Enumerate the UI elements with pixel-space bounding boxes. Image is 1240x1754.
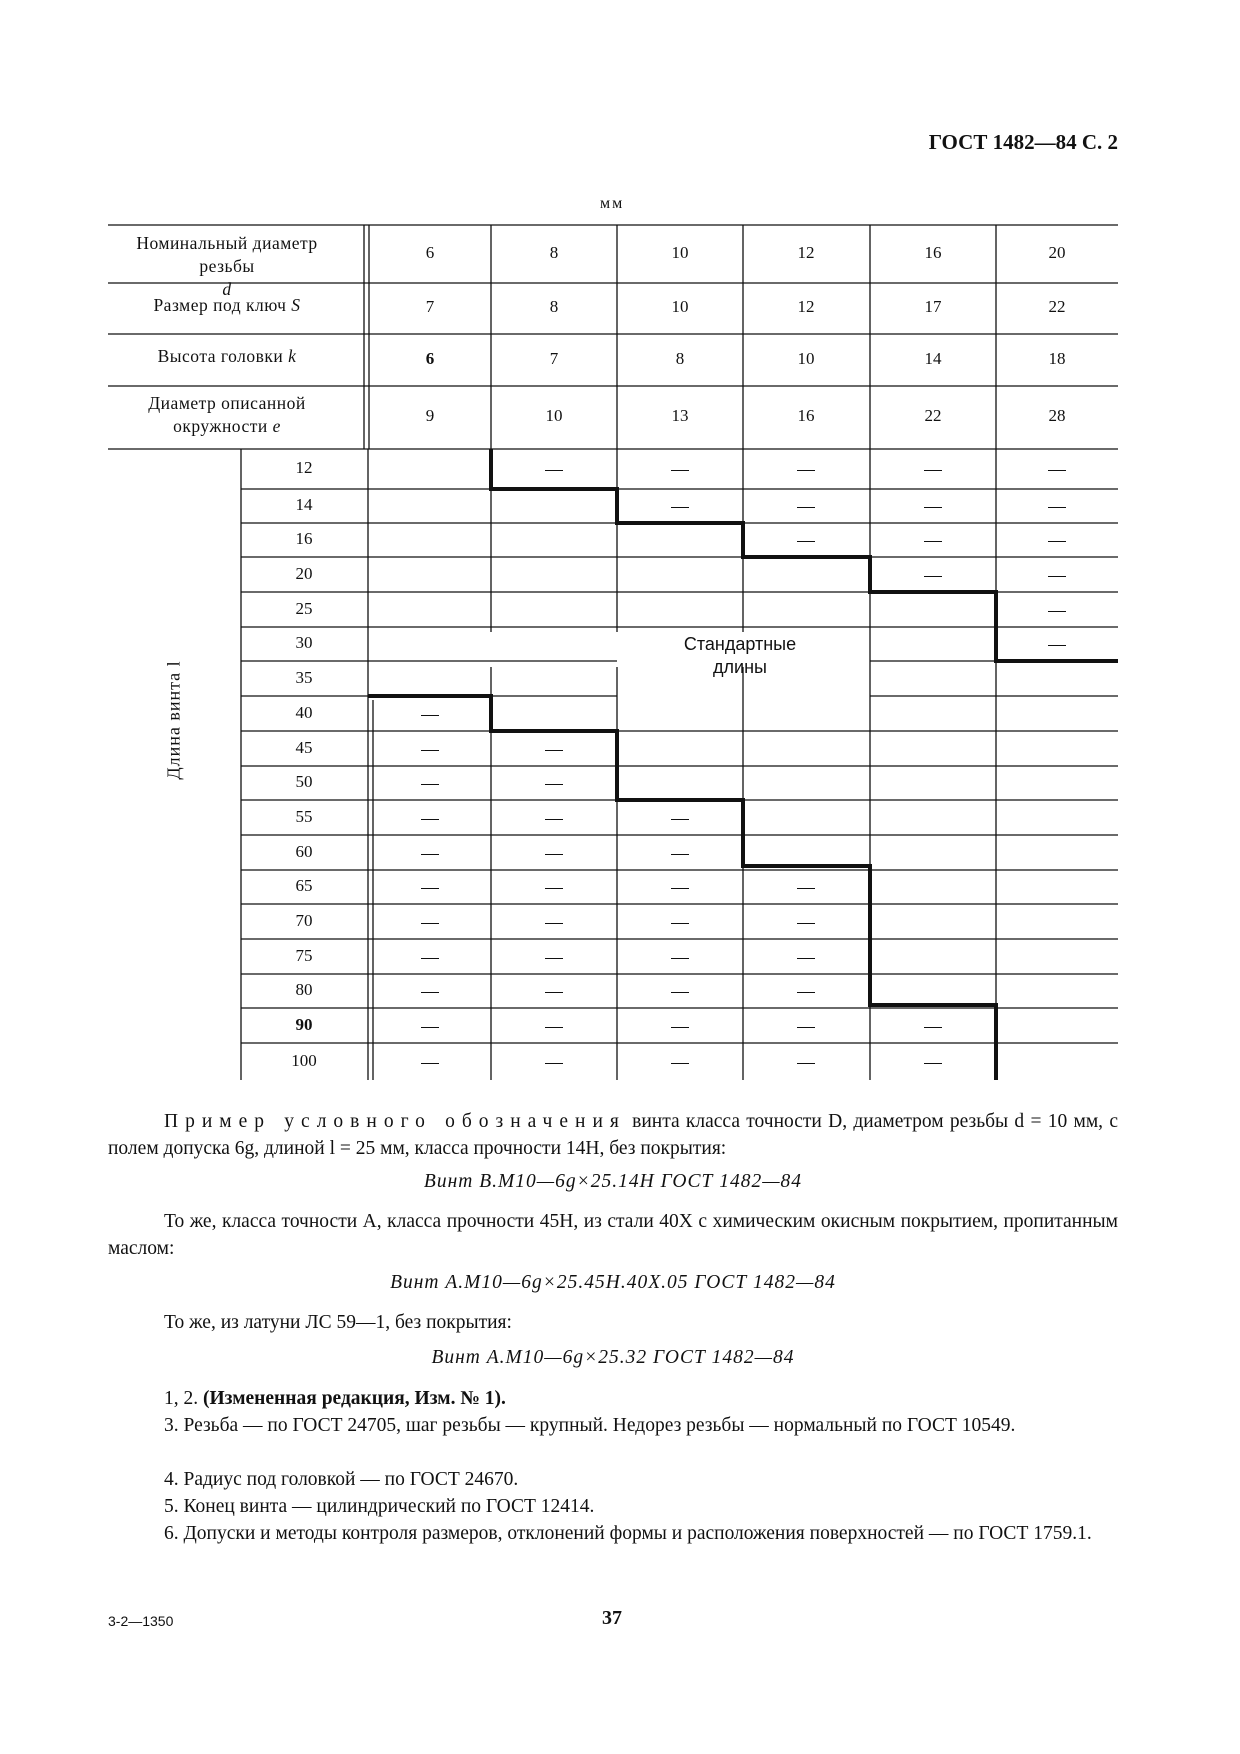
header-value: 28: [1048, 406, 1066, 425]
dash-mark: [671, 507, 689, 508]
dash-mark: [797, 1027, 815, 1028]
standard-lengths-label: Стандартные длины: [683, 634, 797, 677]
designation-1: Винт В.М10—6g×25.14H ГОСТ 1482—84: [423, 1171, 803, 1192]
item-6: 6. Допуски и методы контроля размеров, отклонений формы и расположения поверхностей — по ГОСТ 1759.1.: [164, 1523, 1092, 1544]
dash-mark: [421, 750, 439, 751]
length-value: 35: [295, 667, 313, 687]
dash-mark: [1048, 611, 1066, 612]
dash-mark: [671, 470, 689, 471]
dash-mark: [924, 1027, 942, 1028]
row-label-circumscribed-diameter: Диаметр описанной окружности e: [148, 393, 306, 436]
dash-mark: [797, 923, 815, 924]
dash-mark: [421, 1027, 439, 1028]
paragraph-brass: То же, из латуни ЛС 59—1, без покрытия:: [164, 1312, 512, 1333]
dash-mark: [797, 507, 815, 508]
dash-mark: [797, 1063, 815, 1064]
length-value: 70: [295, 910, 313, 930]
dash-mark: [797, 541, 815, 542]
units-label: мм: [600, 195, 625, 212]
dash-mark: [545, 958, 563, 959]
header-value: 7: [425, 297, 435, 316]
row-label-head-height: Высота головки k: [157, 346, 297, 366]
dash-mark: [1048, 576, 1066, 577]
dash-mark: [421, 715, 439, 716]
dash-mark: [421, 784, 439, 785]
dash-mark: [797, 470, 815, 471]
length-value: 55: [295, 806, 313, 826]
dash-mark: [421, 923, 439, 924]
length-value: 12: [295, 458, 313, 477]
dash-mark: [924, 507, 942, 508]
header-value: 10: [671, 297, 689, 316]
length-value: 60: [295, 841, 313, 861]
header-value: 13: [671, 406, 689, 425]
header-value: 8: [549, 243, 559, 262]
header-value: 12: [797, 297, 815, 316]
dash-mark: [797, 888, 815, 889]
dash-mark: [797, 992, 815, 993]
length-value: 80: [295, 980, 313, 999]
dash-mark: [545, 888, 563, 889]
dash-mark: [671, 923, 689, 924]
designation-2: Винт А.М10—6g×25.45H.40X.05 ГОСТ 1482—84: [390, 1272, 836, 1293]
header-value: 16: [924, 243, 942, 262]
dash-mark: [1048, 541, 1066, 542]
dash-mark: [421, 854, 439, 855]
dash-mark: [421, 888, 439, 889]
dash-mark: [924, 1063, 942, 1064]
row-label-thread-diameter: Номинальный диаметр резьбы d: [136, 233, 318, 299]
header-value: 8: [549, 297, 559, 316]
dash-mark: [1048, 507, 1066, 508]
dash-mark: [545, 1027, 563, 1028]
header-value: 22: [1048, 297, 1066, 316]
header-value: 12: [797, 243, 815, 262]
dash-mark: [671, 1027, 689, 1028]
footer-code: 3-2—1350: [108, 1613, 174, 1629]
header-value: 16: [797, 406, 815, 425]
dash-mark: [421, 958, 439, 959]
paragraph-class-a: То же, класса точности А, класса прочности 45H, из стали 40Х с химическим окисным покрытием, пропитанным маслом:: [108, 1211, 1118, 1259]
item-3: 3. Резьба — по ГОСТ 24705, шаг резьбы — крупный. Недорез резьбы — нормальный по ГОСТ 10549.: [164, 1415, 1016, 1436]
dash-mark: [421, 1063, 439, 1064]
dash-mark: [1048, 470, 1066, 471]
length-value: 45: [295, 737, 313, 757]
dash-mark: [671, 854, 689, 855]
dash-mark: [671, 958, 689, 959]
row-label-wrench-size: Размер под ключ S: [153, 295, 301, 315]
dash-mark: [545, 923, 563, 924]
header-value: 6: [425, 243, 435, 262]
length-value: 20: [295, 563, 313, 583]
dash-mark: [421, 992, 439, 993]
designation-3: Винт А.М10—6g×25.32 ГОСТ 1482—84: [431, 1347, 795, 1368]
header-value: 14: [924, 349, 942, 368]
length-value: 30: [295, 633, 313, 652]
header-value: 22: [924, 406, 942, 425]
length-value: 25: [295, 598, 313, 618]
length-value: 14: [295, 495, 313, 514]
dash-mark: [924, 576, 942, 577]
dash-mark: [1048, 645, 1066, 646]
note-revision: 1, 2. (Измененная редакция, Изм. № 1).: [164, 1388, 506, 1409]
dash-mark: [924, 541, 942, 542]
dash-mark: [545, 992, 563, 993]
header-value: 10: [671, 243, 689, 262]
dash-mark: [545, 750, 563, 751]
dash-mark: [671, 888, 689, 889]
length-value: 100: [291, 1050, 317, 1070]
page-header: ГОСТ 1482—84 С. 2: [928, 130, 1118, 154]
dash-mark: [545, 470, 563, 471]
dash-mark: [671, 992, 689, 993]
page-number: 37: [602, 1607, 622, 1629]
length-axis-label: Длина винта l: [163, 660, 184, 780]
item-5: 5. Конец винта — цилиндрический по ГОСТ 12414.: [164, 1496, 595, 1517]
dash-mark: [671, 819, 689, 820]
header-value: 10: [797, 349, 815, 368]
item-4: 4. Радиус под головкой — по ГОСТ 24670.: [164, 1469, 519, 1490]
dash-mark: [545, 854, 563, 855]
header-value: 6: [425, 349, 435, 368]
dash-mark: [671, 1063, 689, 1064]
length-value: 65: [295, 876, 313, 895]
length-value: 40: [295, 702, 313, 722]
length-value: 90: [295, 1014, 313, 1034]
length-value: 16: [295, 529, 313, 548]
header-value: 7: [549, 349, 559, 368]
dash-mark: [924, 470, 942, 471]
dash-mark: [545, 1063, 563, 1064]
example-heading: Пример условного обозначения: [164, 1111, 626, 1132]
length-value: 50: [295, 772, 313, 791]
header-value: 9: [425, 406, 435, 425]
header-value: 17: [924, 297, 942, 316]
header-value: 10: [545, 406, 563, 425]
dash-mark: [545, 784, 563, 785]
length-value: 75: [295, 945, 313, 965]
header-value: 18: [1048, 349, 1066, 368]
header-value: 20: [1048, 243, 1066, 262]
dash-mark: [421, 819, 439, 820]
header-value: 8: [675, 349, 685, 368]
dash-mark: [797, 958, 815, 959]
example-text: винта класса точности D, диаметром резьбы d = 10 мм, с полем допуска 6g, длиной l = 25 мм, класса прочности 14H, без покрытия:: [108, 1111, 1118, 1159]
example-paragraph: [108, 1108, 1118, 1162]
dash-mark: [545, 819, 563, 820]
